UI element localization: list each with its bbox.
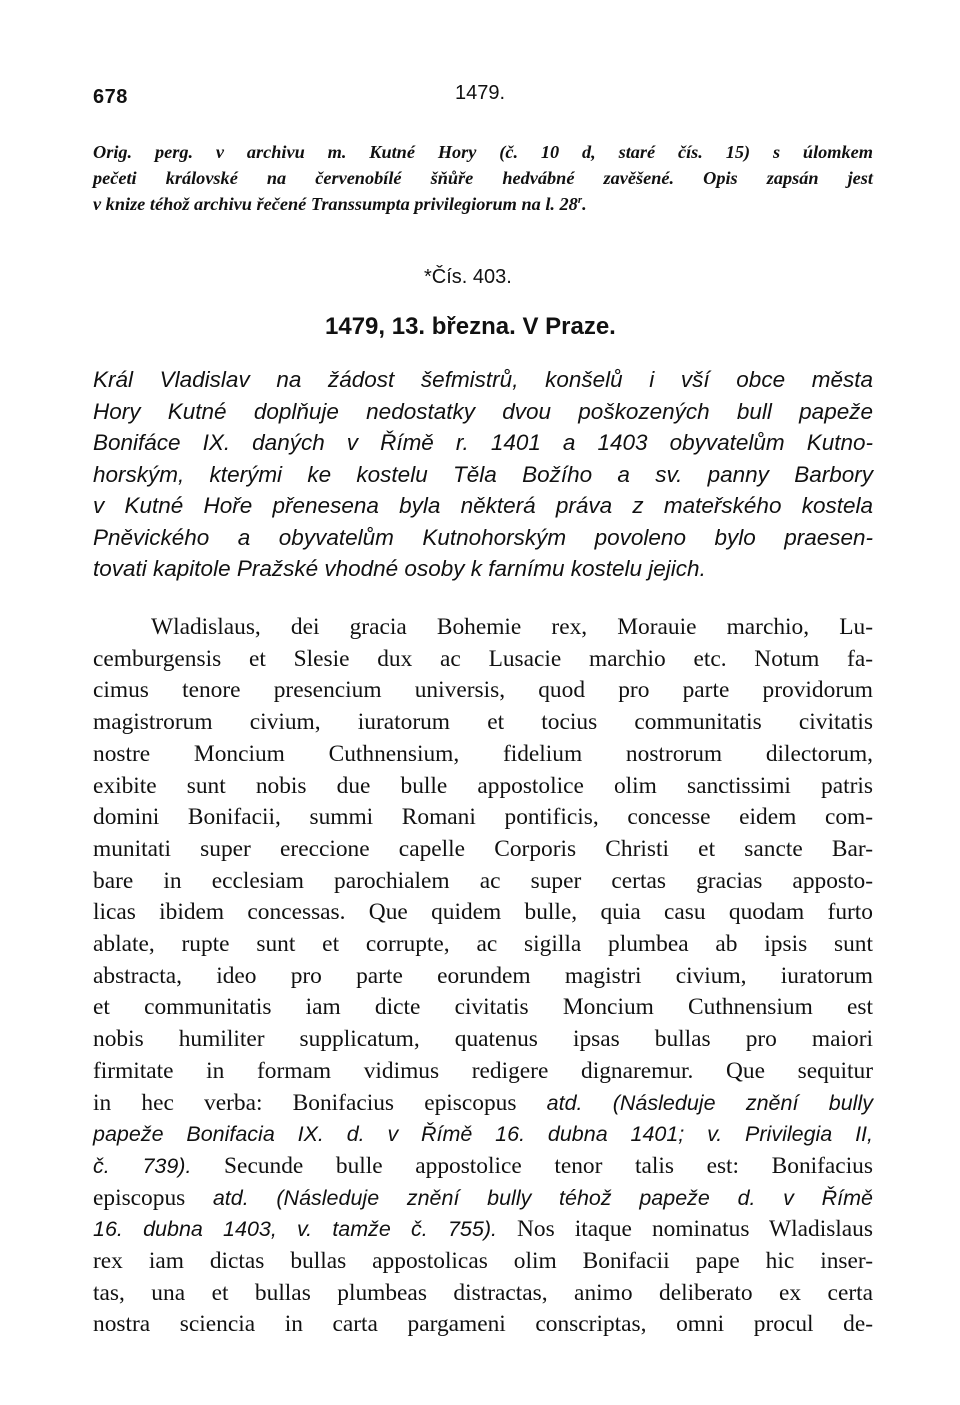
latin-line: exibite sunt nobis due bulle appostolice olim sanctissimi patris: [93, 772, 873, 799]
latin-text: Nos itaque nominatus Wladislaus: [517, 1216, 873, 1243]
latin-line: munitati super ereccione capelle Corporis Christi et sancte Bar-: [93, 835, 873, 862]
latin-line: nostra sciencia in carta pargameni conscriptas, omni procul de-: [93, 1311, 873, 1338]
document-number: *Čís. 403.: [424, 266, 512, 288]
latin-line: nobis humiliter supplicatum, quatenus ipsas bullas pro maiori: [93, 1026, 873, 1053]
latin-line: [93, 1088, 873, 1120]
source-note-line: pečeti královské na červenobílé šňůře hedvábné zavěšené. Opis zapsán jest: [93, 168, 873, 188]
running-head-year: 1479.: [455, 82, 506, 104]
latin-line: bare in ecclesiam parochialem ac super certas gracias apposto-: [93, 867, 873, 894]
latin-line: magistrorum civium, iuratorum et tocius communitatis civitatis: [93, 709, 873, 736]
editorial-note: č. 739).: [93, 1153, 192, 1178]
latin-line: firmitate in formam vidimus redigere dignaremur. Que sequitur: [93, 1057, 873, 1084]
latin-line: [93, 1151, 873, 1183]
latin-line: ablate, rupte sunt et corrupte, ac sigilla plumbea ab ipsis sunt: [93, 931, 873, 958]
regest-line: tovati kapitole Pražské vhodné osoby k farnímu kostelu jejich.: [93, 556, 706, 581]
latin-charter-text: [93, 612, 873, 1341]
regest-line: Pněvického a obyvatelům Kutnohorským povoleno bylo praesen-: [93, 524, 873, 550]
latin-line: licas ibidem concessas. Que quidem bulle, quia casu quodam furto: [93, 899, 873, 926]
latin-line: domini Bonifacii, summi Romani pontificis, concesse eidem com-: [93, 804, 873, 831]
latin-line: Wladislaus, dei gracia Bohemie rex, Morauie marchio, Lu-: [151, 614, 873, 640]
regest-line: Král Vladislav na žádost šefmistrů, konšelů i vší obce města: [93, 367, 873, 392]
latin-text: episcopus: [93, 1184, 186, 1211]
latin-line: [93, 1183, 873, 1215]
editorial-note-line: papeže Bonifacia IX. d. v Římě 16. dubna 1401; v. Privilegia II,: [93, 1122, 873, 1147]
folio-superscript: r: [577, 193, 583, 206]
editorial-note: atd.: [546, 1090, 583, 1115]
editorial-note: 16. dubna 1403, v. tamže č. 755).: [93, 1217, 497, 1242]
regest-summary: [93, 364, 873, 585]
latin-line: [93, 1214, 873, 1246]
page-number: 678: [93, 86, 128, 108]
latin-text: in hec verba: Bonifacius episcopus: [93, 1089, 517, 1116]
regest-line: horským, kterými ke kostelu Těla Božího a sv. panny Barbory: [93, 461, 873, 487]
regest-line: v Kutné Hoře přenesena byla některá práva z mateřského kostela: [93, 493, 873, 518]
source-note-line: Orig. perg. v archivu m. Kutné Hory (č. 10 d, staré čís. 15) s úlomkem: [93, 142, 873, 162]
source-note-text: v knize téhož archivu řečené Transsumpta privilegiorum na l. 28: [93, 194, 578, 214]
source-note-period: .: [582, 194, 587, 214]
regest-line: Hory Kutné doplňuje nedostatky dvou poškozených bull papeže: [93, 398, 873, 424]
source-note: [93, 139, 873, 217]
latin-text: Secunde bulle appostolice tenor talis est: Bonifacius: [224, 1152, 873, 1179]
latin-line: cemburgensis et Slesie dux ac Lusacie marchio etc. Notum fa-: [93, 645, 873, 672]
document-date-place: 1479, 13. března. V Praze.: [325, 313, 616, 340]
latin-line: nostre Moncium Cuthnensium, fidelium nostrorum dilectorum,: [93, 740, 873, 767]
latin-line: cimus tenore presencium universis, quod pro parte providorum: [93, 677, 873, 704]
editorial-note: (Následuje znění bully: [612, 1090, 873, 1115]
source-note-line: [93, 191, 873, 217]
editorial-note: atd. (Následuje znění bully téhož papeže d. v Římě: [212, 1185, 873, 1210]
regest-line: Bonifáce IX. daných v Římě r. 1401 a 1403 obyvatelům Kutno-: [93, 430, 873, 455]
latin-line: tas, una et bullas plumbeas distractas, animo deliberato ex certa: [93, 1279, 873, 1306]
latin-line: abstracta, ideo pro parte eorundem magistri civium, iuratorum: [93, 962, 873, 989]
latin-line: et communitatis iam dicte civitatis Moncium Cuthnensium est: [93, 994, 873, 1021]
latin-line: rex iam dictas bullas appostolicas olim Bonifacii pape hic inser-: [93, 1248, 873, 1275]
